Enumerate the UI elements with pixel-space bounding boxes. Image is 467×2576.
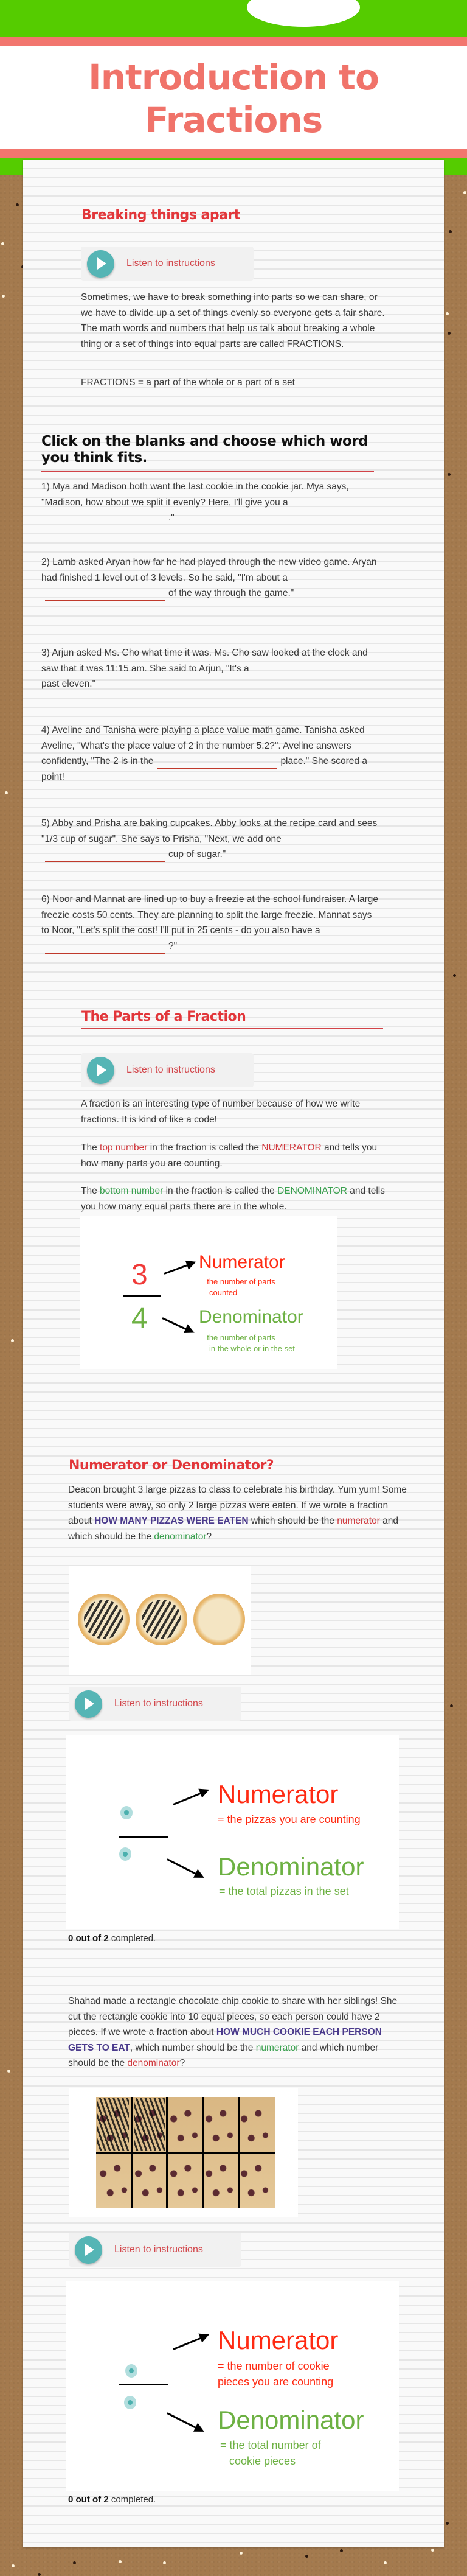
scribble (97, 2098, 129, 2151)
intro-paragraph: Sometimes, we have to break something into parts so we can share, or we have to divide up a set of things evenly so everyone gets a fair share. The math words and numbers that help us talk about breaking a whole thing or a set of things into equal parts are called FRACTIONS. (81, 292, 385, 349)
page-title-line-1: Introduction to (88, 57, 379, 98)
question-2-blank[interactable] (45, 589, 165, 601)
text: which should be the (248, 1516, 337, 1526)
question-6-text-end: ?" (168, 940, 178, 951)
text: Deacon brought 3 large pizzas to class to celebrate his birthday. Yum yum! Some students were away, so only 2 large pizzas were eaten. If we wrote a fraction about (68, 1485, 407, 1526)
background-dot (305, 2555, 308, 2558)
text: , which number should be the (130, 2042, 256, 2053)
progress-count: 0 out of 2 (68, 1933, 109, 1944)
denominator-word: denominator (154, 1531, 207, 1542)
background-dot (384, 2561, 387, 2564)
listen-label: Listen to instructions (126, 1065, 215, 1075)
question-3-text-end: past eleven." (41, 679, 96, 689)
diagram-numerator-desc (218, 2358, 333, 2390)
text: and which number should be the (68, 2042, 379, 2068)
diagram-numerator-desc (200, 1276, 275, 1298)
background-dot (119, 2560, 122, 2563)
section-title-numden: Numerator or Denominator? (69, 1458, 274, 1473)
background-dot (448, 332, 451, 335)
question-6-text: 6) Noor and Mannat are lined up to buy a freezie at the school fundraiser. A large freezie costs 50 cents. They are planning to split the large freezie. Mannat says to Noor, "Let's split the cost! I'll put in 25 cents - do you also have a (41, 894, 379, 936)
listen-label: Listen to instructions (114, 2244, 203, 2255)
pizza-eaten (136, 1594, 187, 1645)
text: cookie pieces (229, 2455, 296, 2467)
question-4-blank[interactable] (157, 757, 277, 769)
text: in the whole or in the set (209, 1344, 295, 1353)
background-dot (446, 312, 449, 315)
question-2-text-end: of the way through the game." (168, 588, 294, 598)
play-icon (87, 1057, 114, 1084)
diagram-numerator-label: Numerator (218, 2326, 339, 2354)
section-divider (81, 1028, 383, 1029)
cut-line (96, 2152, 275, 2154)
text: counted (209, 1288, 238, 1297)
arrow-icon (173, 2335, 206, 2350)
listen-instructions-button-3[interactable] (69, 1687, 241, 1721)
numerator-highlight: NUMERATOR (261, 1143, 322, 1153)
cookie-grid (96, 2097, 275, 2208)
background-dot (463, 191, 466, 194)
question-5 (41, 816, 382, 863)
text: = the total number of (220, 2439, 321, 2451)
scribble (134, 2098, 165, 2151)
question-6 (41, 892, 382, 954)
question-5-text: 5) Abby and Prisha are baking cupcakes. Abby looks at the recipe card and sees "1/3 cup of sugar". She says to Prisha, "Next, we add one (41, 818, 378, 844)
diagram-denominator-desc: = the total pizzas in the set (219, 1885, 349, 1897)
cookie-image (69, 2088, 298, 2217)
question-3 (41, 645, 382, 692)
lesson-paper (23, 160, 444, 2547)
diagram-denominator-value: 4 (131, 1303, 148, 1335)
denominator-highlight: DENOMINATOR (277, 1186, 347, 1196)
blanks-instructions-title: Click on the blanks and choose which word you think fits. (41, 433, 368, 466)
text: and tells you how many equal parts there are in the whole. (81, 1186, 385, 1212)
parts-paragraph-numerator (81, 1140, 391, 1171)
background-dot (38, 2573, 41, 2576)
diagram-denominator-desc (220, 2437, 321, 2469)
page-title (0, 56, 467, 141)
numerator-hotspot[interactable] (125, 2364, 137, 2378)
question-1-text-end: ." (168, 513, 175, 523)
diagram-numerator-desc: = the pizzas you are counting (218, 1813, 361, 1825)
listen-instructions-button-4[interactable] (69, 2233, 241, 2267)
play-icon (75, 1690, 102, 1718)
text: The (81, 1143, 100, 1153)
background-dot (431, 2549, 434, 2552)
cookie-progress (68, 2494, 156, 2505)
diagram-denominator-label: Denominator (218, 1852, 364, 1881)
progress-text: completed. (108, 1933, 156, 1944)
background-dot (453, 974, 456, 977)
numerator-word: numerator (255, 2042, 299, 2053)
bottom-number-highlight: bottom number (100, 1186, 164, 1196)
play-icon (75, 2236, 102, 2264)
numerator-word: numerator (337, 1516, 380, 1526)
parts-paragraph-1: A fraction is an interesting type of number because of how we write fractions. It is kind of like a code! (81, 1099, 361, 1125)
arrow-icon (173, 1790, 206, 1805)
diagram-numerator-value: 3 (131, 1259, 148, 1291)
cookie-fraction-diagram (66, 2281, 399, 2491)
question-3-text: 3) Arjun asked Ms. Cho what time it was. Ms. Cho saw looked at the clock and saw that it was 11:15 am. She said to Arjun, "It's a (41, 648, 368, 674)
background-dot (7, 2070, 10, 2073)
text: in the fraction is called the (163, 1186, 278, 1196)
text: pieces you are counting (218, 2376, 334, 2388)
header-stripe-top (0, 37, 467, 46)
fraction-bar (119, 2384, 168, 2385)
arrow-icon (164, 1262, 193, 1275)
background-dot (449, 230, 452, 233)
progress-text: completed. (108, 2494, 156, 2505)
question-1-text: 1) Mya and Madison both want the last cookie in the cookie jar. Mya says, "Madison, how about we split it evenly? Here, I'll give you a (41, 481, 349, 508)
diagram-numerator-label: Numerator (218, 1780, 339, 1808)
question-4-text-end: place." She scored a point! (41, 756, 367, 782)
question-5-blank[interactable] (45, 850, 165, 862)
play-icon (87, 250, 114, 278)
text: in the fraction is called the (147, 1143, 262, 1153)
fraction-bar (123, 1295, 161, 1297)
denominator-hotspot[interactable] (124, 2396, 136, 2409)
denominator-hotspot[interactable] (119, 1847, 131, 1861)
question-5-text-end: cup of sugar." (168, 849, 226, 859)
question-1-blank[interactable] (45, 513, 165, 525)
listen-instructions-button-2[interactable] (81, 1053, 254, 1087)
text: = the number of parts (200, 1277, 275, 1286)
denominator-word: denominator (127, 2058, 180, 2068)
background-dot (16, 203, 19, 206)
question-6-blank[interactable] (45, 942, 165, 954)
text: and which should be the (68, 1516, 399, 1542)
question-4-text: 4) Aveline and Tanisha were playing a place value math game. Tanisha asked Aveline, "What's the place value of 2 in the number 5.2?". Aveline answers confidently, "The 2 is in the (41, 725, 365, 766)
text: = the number of cookie (218, 2360, 330, 2372)
background-dot (73, 2561, 76, 2564)
emphasis-text: HOW MANY PIZZAS WERE EATEN (94, 1516, 249, 1526)
background-dot (240, 2552, 243, 2555)
top-number-highlight: top number (100, 1143, 148, 1153)
background-dot (2, 295, 5, 298)
section-title-breaking: Breaking things apart (81, 208, 240, 223)
diagram-denominator-desc (200, 1332, 295, 1354)
background-dot (5, 791, 8, 794)
text: Shahad made a rectangle chocolate chip cookie to share with her siblings! She cut the rectangle cookie into 10 equal pieces, so each person could have 2 pieces. If we wrote a fraction about (68, 1996, 398, 2037)
fractions-definition: FRACTIONS = a part of the whole or a part of a set (81, 377, 295, 388)
numerator-hotspot[interactable] (120, 1806, 133, 1819)
question-1 (41, 479, 382, 526)
pizza-question-text (68, 1482, 409, 1544)
background-dot (1, 242, 4, 245)
parts-paragraph-denominator (81, 1183, 391, 1214)
progress-count: 0 out of 2 (68, 2494, 109, 2505)
background-dot (163, 2561, 166, 2564)
pizza-fraction-diagram (66, 1735, 399, 1929)
text: and tells you how many parts you are counting. (81, 1143, 378, 1169)
arrow-icon (167, 2412, 201, 2431)
page-title-line-2: Fractions (144, 99, 323, 141)
text: The (81, 1186, 100, 1196)
text: = the number of parts (200, 1333, 275, 1342)
cookie-question-text (68, 1993, 409, 2071)
text: ? (206, 1531, 212, 1542)
pizza-progress (68, 1933, 156, 1944)
diagram-denominator-label: Denominator (199, 1307, 303, 1327)
fraction-parts-diagram (80, 1216, 337, 1369)
background-dot (12, 2564, 15, 2567)
background-dot (448, 473, 451, 476)
section-divider (41, 471, 374, 472)
emphasis-text: HOW MUCH COOKIE EACH PERSON GETS TO EAT (68, 2027, 382, 2053)
listen-instructions-button-1[interactable] (81, 247, 254, 281)
section-title-parts: The Parts of a Fraction (81, 1009, 246, 1024)
question-2-text: 2) Lamb asked Aryan how far he had played through the new video game. Aryan had finished 1 level out of 3 levels. So he said, "I'm about a (41, 557, 377, 583)
background-dot (450, 1704, 453, 1707)
header-stripe-bottom (0, 149, 467, 158)
background-dot (446, 2522, 449, 2525)
arrow-icon (167, 1858, 201, 1877)
arrow-icon (162, 1317, 191, 1332)
text: ? (179, 2058, 185, 2068)
diagram-denominator-label: Denominator (218, 2406, 364, 2434)
pizzas-image (69, 1566, 251, 1675)
question-4 (41, 723, 382, 785)
question-3-blank[interactable] (253, 664, 373, 676)
listen-label: Listen to instructions (126, 258, 215, 268)
background-dot (11, 1339, 14, 1342)
pizza-eaten (78, 1594, 130, 1645)
fraction-bar (119, 1836, 168, 1838)
diagram-numerator-label: Numerator (199, 1252, 285, 1272)
pizza-uneaten (193, 1594, 245, 1645)
question-2 (41, 555, 382, 601)
listen-label: Listen to instructions (114, 1698, 203, 1709)
background-dot (340, 2549, 343, 2552)
